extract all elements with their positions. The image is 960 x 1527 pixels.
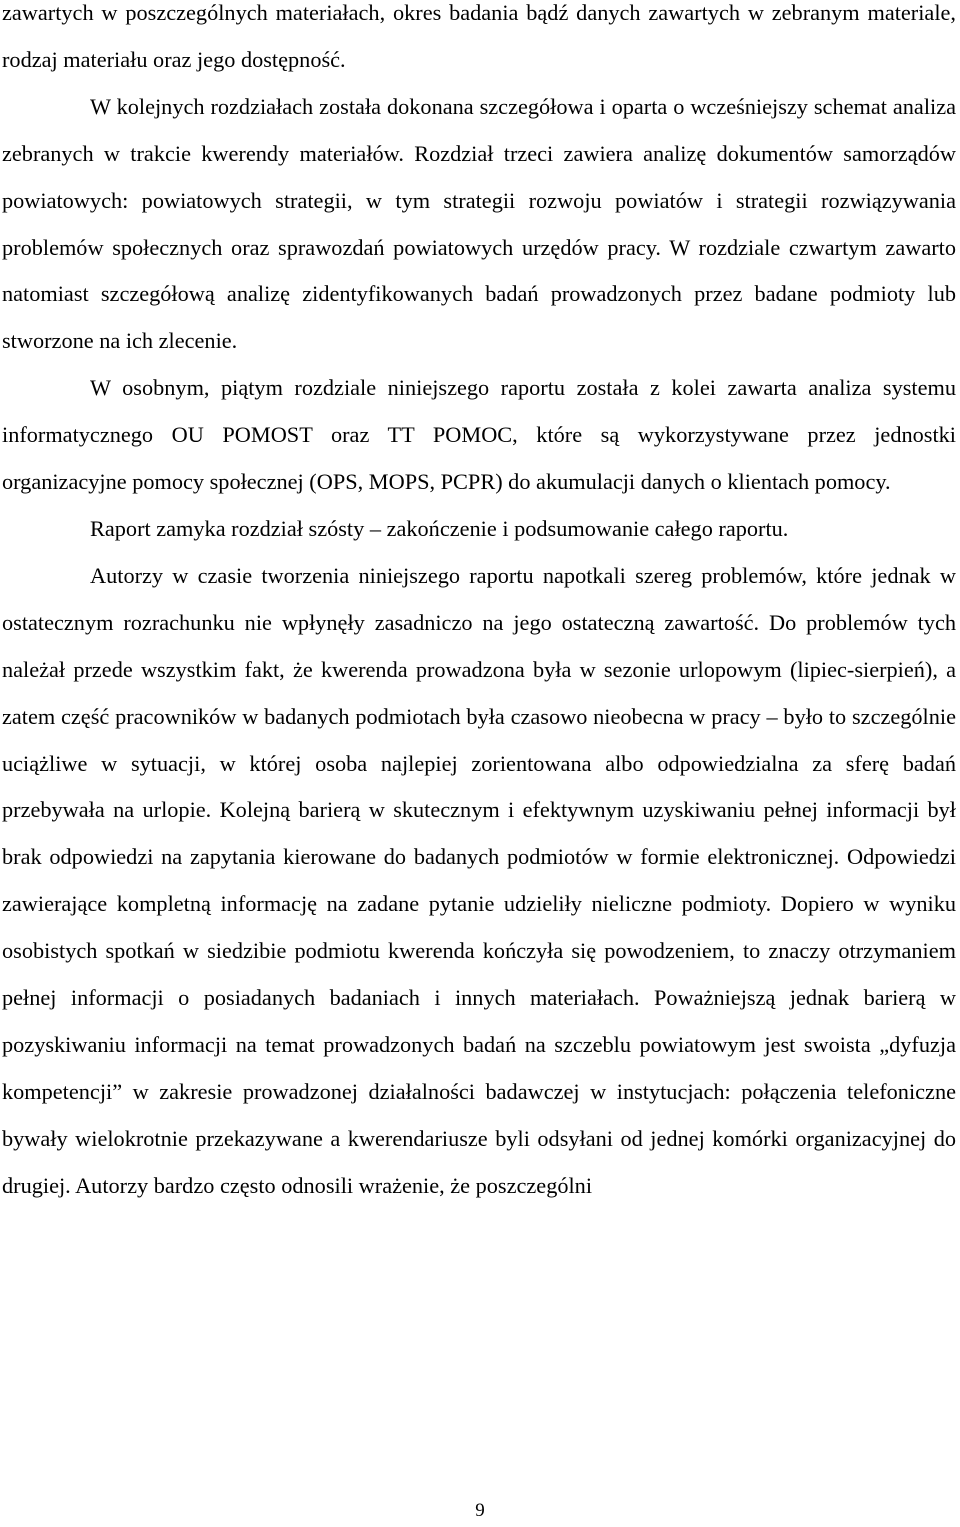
paragraph-chapter-five: W osobnym, piątym rozdziale niniejszego raportu została z kolei zawarta analiza systemu informatycznego OU POMOST oraz TT POMOC, które są wykorzystywane przez jednostki organizacyjne pomocy społecznej (OPS, MOPS, PCPR) do akumulacji danych o klientach pomocy. <box>2 375 956 495</box>
body-text <box>2 0 956 1210</box>
paragraph-continuation: zawartych w poszczególnych materiałach, okres badania bądź danych zawartych w zebranym materiale, rodzaj materiału oraz jego dostępność. <box>2 0 956 72</box>
paragraph-chapter-six: Raport zamyka rozdział szósty – zakończenie i podsumowanie całego raportu. <box>90 515 789 541</box>
paragraph-chapters-overview: W kolejnych rozdziałach została dokonana szczegółowa i oparta o wcześniejszy schemat analiza zebranych w trakcie kwerendy materiałów. Rozdział trzeci zawiera analizę dokumentów samorządów powiatowych: powiatowych strategii, w tym strategii rozwoju powiatów i strategii rozwiązywania problemów społecznych oraz sprawozdań powiatowych urzędów pracy. W rozdziale czwartym zawarto natomiast szczegółową analizę zidentyfikowanych badań prowadzonych przez badane podmioty lub stworzone na ich zlecenie. <box>2 93 956 354</box>
page-number: 9 <box>475 1500 485 1521</box>
paragraph-problems: Autorzy w czasie tworzenia niniejszego raportu napotkali szereg problemów, które jednak w ostatecznym rozrachunku nie wpłynęły zasadniczo na jego ostateczną zawartość. Do problemów tych należał przede wszystkim fakt, że kwerenda prowadzona była w sezonie urlopowym (lipiec-sierpień), a zatem część pracowników w badanych podmiotach była czasowo nieobecna w pracy – było to szczególnie uciążliwe w sytuacji, w której osoba najlepiej zorientowana albo odpowiedzialna za sferę badań przebywała na urlopie. Kolejną barierą w skutecznym i efektywnym uzyskiwaniu pełnej informacji był brak odpowiedzi na zapytania kierowane do badanych podmiotów w formie elektronicznej. Odpowiedzi zawierające kompletną informację na zadane pytanie udzieliły nieliczne podmioty. Dopiero w wyniku osobistych spotkań w siedzibie podmiotu kwerenda kończyła się powodzeniem, to znaczy otrzymaniem pełnej informacji o posiadanych badaniach i innych materiałach. Poważniejszą jednak barierą w pozyskiwaniu informacji na temat prowadzonych badań na szczeblu powiatowym jest swoista „dyfuzja kompetencji” w zakresie prowadzonej działalności badawczej w instytucjach: połączenia telefoniczne bywały wielokrotnie przekazywane a kwerendariusze byli odsyłani od jednej komórki organizacyjnej do drugiej. Autorzy bardzo często odnosili wrażenie, że poszczególni <box>2 562 956 1198</box>
